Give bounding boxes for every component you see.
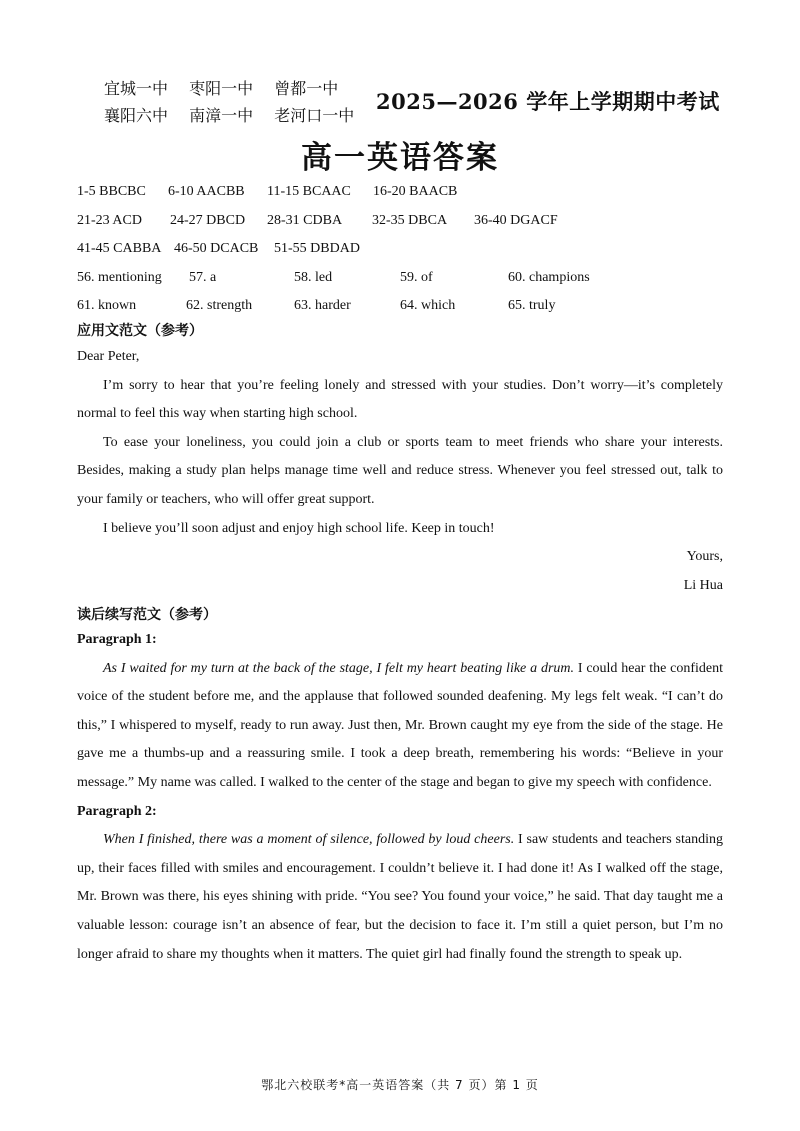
- section-heading: 读后续写范文（参考）: [77, 607, 217, 623]
- answer-item: 41-45 CABBA: [77, 241, 162, 257]
- school-name: 老河口一中: [274, 106, 355, 125]
- answer-item: 59. of: [400, 269, 433, 285]
- answer-row: [77, 235, 737, 264]
- school-name: 枣阳一中: [189, 79, 254, 98]
- opening-sentence: As I waited for my turn at the back of the stage, I felt my heart beating like a drum.: [103, 660, 574, 676]
- answer-item: 32-35 DBCA: [372, 212, 448, 228]
- page-title: 高一英语答案: [301, 140, 499, 176]
- answer-item: 61. known: [77, 298, 137, 314]
- story-paragraph: [77, 826, 723, 969]
- letter-salutation: Dear Peter,: [77, 349, 140, 364]
- answer-key: [77, 178, 737, 321]
- answer-item: 56. mentioning: [77, 269, 162, 285]
- answer-row: [77, 178, 737, 207]
- answer-item: 6-10 AACBB: [168, 184, 245, 199]
- letter-signature: Li Hua: [683, 577, 723, 593]
- answer-item: 16-20 BAACB: [373, 184, 458, 199]
- school-name: 南漳一中: [189, 106, 254, 125]
- answer-item: 58. led: [294, 269, 333, 285]
- answer-row: [77, 207, 737, 236]
- answer-item: 36-40 DGACF: [474, 212, 558, 228]
- school-row-1: [104, 75, 370, 102]
- school-name: 宜城一中: [104, 79, 169, 98]
- letter-body: [77, 343, 723, 600]
- opening-sentence: When I finished, there was a moment of silence, followed by loud cheers.: [103, 832, 515, 848]
- answer-item: 51-55 DBDAD: [274, 241, 360, 257]
- answer-item: 28-31 CDBA: [267, 212, 343, 228]
- story-paragraph: [77, 655, 723, 798]
- exam-title: 2025—2026 学年上学期期中考试: [376, 89, 720, 114]
- paragraph-label: Paragraph 1:: [77, 632, 157, 647]
- answer-item: 62. strength: [186, 298, 253, 314]
- answer-item: 11-15 BCAAC: [267, 184, 351, 199]
- answer-item: 60. champions: [508, 269, 590, 285]
- paragraph-label: Paragraph 2:: [77, 803, 157, 819]
- school-name: 曾都一中: [274, 79, 339, 98]
- answer-item: 24-27 DBCD: [170, 212, 246, 228]
- answer-item: 21-23 ACD: [77, 212, 142, 228]
- answer-item: 1-5 BBCBC: [77, 184, 146, 199]
- answer-item: 63. harder: [294, 298, 351, 314]
- letter-paragraph: To ease your loneliness, you could join a club or sports team to meet friends who share your interests. Besides, making a study plan helps manage time well and reduce stress. Whenever you feel stressed out, talk to your family or teachers, who will offer great support.: [77, 434, 723, 507]
- section-heading: 应用文范文（参考）: [77, 323, 203, 339]
- page-footer: 鄂北六校联考*高一英语答案（共 7 页）第 1 页: [261, 1078, 539, 1092]
- answer-item: 64. which: [400, 298, 456, 314]
- letter-closing: Yours,: [686, 549, 723, 565]
- answer-item: 65. truly: [508, 298, 556, 314]
- school-name: 襄阳六中: [104, 106, 169, 125]
- letter-paragraph: I’m sorry to hear that you’re feeling lonely and stressed with your studies. Don’t worry—it’s completely normal to feel this way when starting high school.: [77, 377, 723, 422]
- answer-item: 57. a: [189, 269, 217, 285]
- school-row-2: [104, 102, 370, 129]
- paragraph-text: I saw students and teachers standing up, their faces filled with smiles and encouragement. I couldn’t believe it. I had done it! As I walked off the stage, Mr. Brown was there, his eyes shining with pride. “You see? You found your voice,” he said. That day taught me a valuable lesson: courage isn’t an absence of fear, but the decision to face it. I’m still a quiet person, but I’m no longer afraid to share my thoughts when it matters. The quiet girl had finally found the strength to speak up.: [77, 832, 723, 962]
- school-list: [104, 75, 370, 129]
- answer-row: [77, 264, 737, 293]
- paragraph-text: I could hear the confident voice of the student before me, and the applause that followed sounded deafening. My legs felt weak. “I can’t do this,” I whispered to myself, ready to run away. Just then, Mr. Brown caught my eye from the side of the stage. He gave me a thumbs-up and a reassuring smile. I took a deep breath, remembering his words: “Believe in your message.” My name was called. I walked to the center of the stage and began to give my speech with confidence.: [77, 660, 724, 790]
- continuation-body: [77, 626, 723, 969]
- answer-row: [77, 292, 737, 321]
- letter-paragraph: I believe you’ll soon adjust and enjoy high school life. Keep in touch!: [103, 520, 495, 536]
- answer-item: 46-50 DCACB: [174, 241, 259, 257]
